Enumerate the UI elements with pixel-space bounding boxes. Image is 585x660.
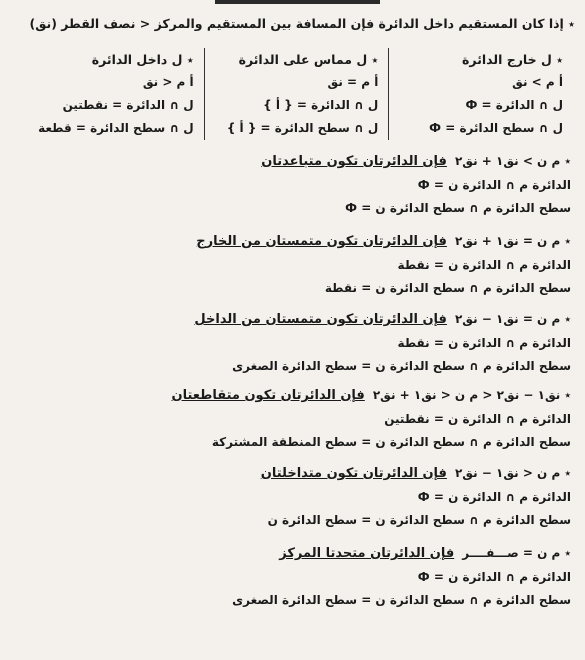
section-external-tangent: [14, 230, 571, 301]
case-line: أ م < نق: [142, 75, 194, 89]
section-condition: ٭ م ن = نق١ + نق٢: [454, 234, 571, 248]
section-line: الدائرة م ∩ الدائرة ن = Ф: [417, 569, 571, 584]
section-condition: ٭ نق١ − نق٢ < م ن < نق١ + نق٢: [372, 388, 571, 402]
section-condition: ٭ م ن = صـــفــــر: [462, 546, 571, 560]
top-divider: [215, 0, 380, 4]
case-line: أ م = نق: [327, 75, 379, 89]
case-inside: [20, 48, 205, 140]
section-line: سطح الدائرة م ∩ سطح الدائرة ن = سطح الدائرة الصغرى: [232, 593, 571, 607]
case-line: أ م > نق: [512, 75, 563, 89]
case-header: ٭ ل خارج الدائرة: [462, 52, 563, 67]
section-line: سطح الدائرة م ∩ سطح الدائرة ن = سطح الدائرة ن: [267, 513, 571, 527]
section-line: الدائرة م ∩ الدائرة ن = Ф: [417, 177, 571, 192]
case-header: ٭ ل مماس على الدائرة: [238, 52, 379, 67]
section-line: الدائرة م ∩ الدائرة ن = نقطة: [397, 335, 571, 350]
section-result: فإن الدائرتان متحدتا المركز: [279, 546, 455, 561]
case-tangent: [205, 48, 390, 140]
section-line: سطح الدائرة م ∩ سطح الدائرة ن = Ф: [345, 201, 571, 215]
section-result: فإن الدائرتان تكون متباعدتان: [261, 154, 447, 169]
intro-statement: ٭ إذا كان المستقيم داخل الدائرة فإن المسافة بين المستقيم والمركز < نصف القطر (نق): [29, 16, 575, 31]
section-result: فإن الدائرتان تكون متمستان من الداخل: [194, 312, 447, 327]
section-line: سطح الدائرة م ∩ سطح الدائرة ن = سطح الدائرة الصغرى: [232, 359, 571, 373]
case-line: ل ∩ الدائرة = نقطتين: [62, 98, 194, 112]
case-line: ل ∩ سطح الدائرة = قطعة: [38, 121, 194, 135]
section-line: سطح الدائرة م ∩ سطح الدائرة ن = نقطة: [324, 281, 571, 295]
case-line: ل ∩ سطح الدائرة = { أ }: [226, 121, 379, 135]
section-line: الدائرة م ∩ الدائرة ن = نقطة: [397, 257, 571, 272]
case-header: ٭ ل داخل الدائرة: [91, 52, 194, 67]
section-line: الدائرة م ∩ الدائرة ن = نقطتين: [384, 411, 571, 426]
section-line: سطح الدائرة م ∩ سطح الدائرة ن = سطح المنطقة المشتركة: [211, 435, 571, 449]
case-line: ل ∩ الدائرة = { أ }: [263, 98, 379, 112]
section-distant: [14, 150, 571, 221]
section-condition: ٭ م ن < نق١ − نق٢: [454, 466, 571, 480]
section-condition: ٭ م ن = نق١ − نق٢: [454, 312, 571, 326]
line-circle-cases: [20, 48, 573, 140]
section-result: فإن الدائرتان تكون متقاطعتان: [171, 388, 365, 403]
section-condition: ٭ م ن > نق١ + نق٢: [454, 154, 571, 168]
section-concentric: [14, 542, 571, 613]
section-line: الدائرة م ∩ الدائرة ن = Ф: [417, 489, 571, 504]
case-outside: [389, 48, 573, 140]
case-line: ل ∩ سطح الدائرة = Ф: [429, 121, 563, 135]
section-result: فإن الدائرتان تكون متداخلتان: [260, 466, 447, 481]
section-internal-tangent: [14, 308, 571, 379]
case-line: ل ∩ الدائرة = Ф: [465, 98, 563, 112]
section-result: فإن الدائرتان تكون متمستان من الخارج: [196, 234, 447, 249]
section-intersecting: [14, 384, 571, 455]
section-nested: [14, 462, 571, 533]
